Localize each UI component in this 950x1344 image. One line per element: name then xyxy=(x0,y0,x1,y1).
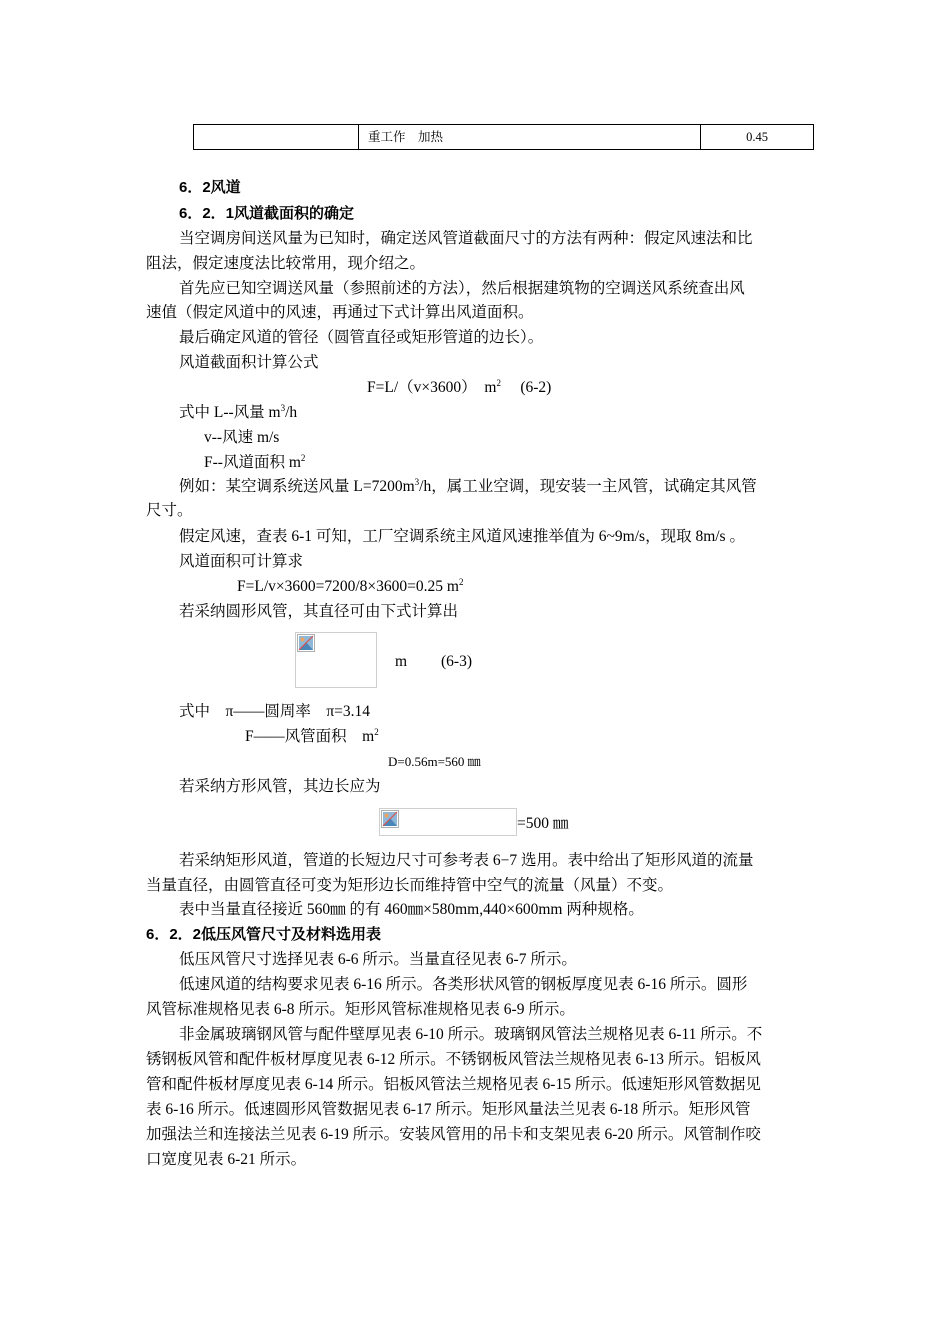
example-line: 例如：某空调系统送风量 $L=7200m^3/h$，属工业空调，现安装一主风管，试确定其风管 xyxy=(179,477,757,495)
paragraph-line: 速值（假定风道中的风速，再通过下式计算出风道面积。 xyxy=(146,304,534,321)
broken-image-icon xyxy=(381,810,399,828)
broken-image-icon xyxy=(297,634,315,652)
table-cell-empty xyxy=(194,125,359,149)
paragraph-line: 加强法兰和连接法兰见表 6-19 所示。安装风管用的吊卡和支架见表 6-20 所示。风管制作咬 xyxy=(146,1126,761,1143)
formula-6-2: F=L/（v×3600） $m^2$ (6-2) xyxy=(367,378,552,396)
section-heading-6-2: 6．2风道 xyxy=(179,179,241,196)
paragraph-line: 假定风速，查表 6-1 可知，工厂空调系统主风道风速推举值为 6~9m/s，现取 8m/s 。 xyxy=(179,528,745,545)
paragraph-line: 阻法，假定速度法比较常用，现介绍之。 xyxy=(146,255,426,272)
paragraph-line: 最后确定风道的管径（圆管直径或矩形管道的边长）。 xyxy=(179,329,544,346)
area-formula: F=L/v×3600=7200/8×3600=0.25 $m^2$ xyxy=(237,577,464,595)
table-cell-value: 0.45 xyxy=(746,130,768,144)
definition-v: v--风速 m/s xyxy=(204,429,280,446)
formula-6-3-unit: m xyxy=(395,653,408,670)
formula-image-placeholder xyxy=(295,632,377,688)
side-length-result: =500 ㎜ xyxy=(517,815,569,832)
paragraph-line: 风管标准规格见表 6-8 所示。矩形风管标准规格见表 6-9 所示。 xyxy=(146,1001,575,1018)
paragraph-line: 低速风道的结构要求见表 6-16 所示。各类形状风管的钢板厚度见表 6-16 所示。圆形 xyxy=(179,976,748,993)
paragraph-line: 风道截面积计算公式 xyxy=(179,354,319,371)
paragraph-line: 锈钢板风管和配件板材厚度见表 6-12 所示。不锈钢板风管法兰规格见表 6-13 所示。铝板风 xyxy=(146,1051,761,1068)
paragraph-line: 表 6-16 所示。低速圆形风管数据见表 6-17 所示。矩形风量法兰见表 6-18 所示。矩形风管 xyxy=(146,1101,751,1118)
example-line: 尺寸。 xyxy=(146,502,193,519)
diameter-result: D=0.56m=560 ㎜ xyxy=(388,754,481,769)
paragraph-line: 非金属玻璃钢风管与配件壁厚见表 6-10 所示。玻璃钢风管法兰规格见表 6-11 所示。不 xyxy=(179,1026,763,1043)
paragraph-line: 首先应已知空调送风量（参照前述的方法），然后根据建筑物的空调送风系统查出风 xyxy=(179,280,745,297)
definition-F: F--风道面积 $m^2$ xyxy=(204,453,306,471)
paragraph-line: 口宽度见表 6-21 所示。 xyxy=(146,1151,307,1168)
definition-L: 式中 L--风量 $m^3/h$ xyxy=(179,403,298,421)
definition-F2: F——风管面积 $m^2$ xyxy=(245,727,379,745)
paragraph-line: 低压风管尺寸选择见表 6-6 所示。当量直径见表 6-7 所示。 xyxy=(179,951,577,968)
paragraph-line: 管和配件板材厚度见表 6-14 所示。铝板风管法兰规格见表 6-15 所示。低速矩形风管数据见 xyxy=(146,1076,761,1093)
paragraph-line: 若采纳矩形风道，管道的长短边尺寸可参考表 6−7 选用。表中给出了矩形风道的流量 xyxy=(179,852,754,869)
section-heading-6-2-2: 6．2．2低压风管尺寸及材料选用表 xyxy=(146,926,382,943)
paragraph-line: 当量直径，由圆管直径可变为矩形边长而维持管中空气的流量（风量）不变。 xyxy=(146,877,674,894)
paragraph-line: 表中当量直径接近 560㎜ 的有 460㎜×580mm,440×600mm 两种规格。 xyxy=(179,901,644,918)
paragraph-line: 若采纳圆形风管，其直径可由下式计算出 xyxy=(179,603,459,620)
section-heading-6-2-1: 6．2．1风道截面积的确定 xyxy=(179,205,355,222)
paragraph-line: 当空调房间送风量为已知时，确定送风管道截面尺寸的方法有两种：假定风速法和比 xyxy=(179,230,753,247)
table-cell-work-type: 重工作 加热 xyxy=(359,125,701,149)
definition-pi: 式中 π——圆周率 π=3.14 xyxy=(179,703,371,720)
spec-table-row xyxy=(193,124,814,150)
paragraph-line: 风道面积可计算求 xyxy=(179,553,304,570)
formula-image-placeholder xyxy=(379,808,517,836)
paragraph-line: 若采纳方形风管，其边长应为 xyxy=(179,778,381,795)
formula-6-3-number: (6-3) xyxy=(441,653,472,670)
